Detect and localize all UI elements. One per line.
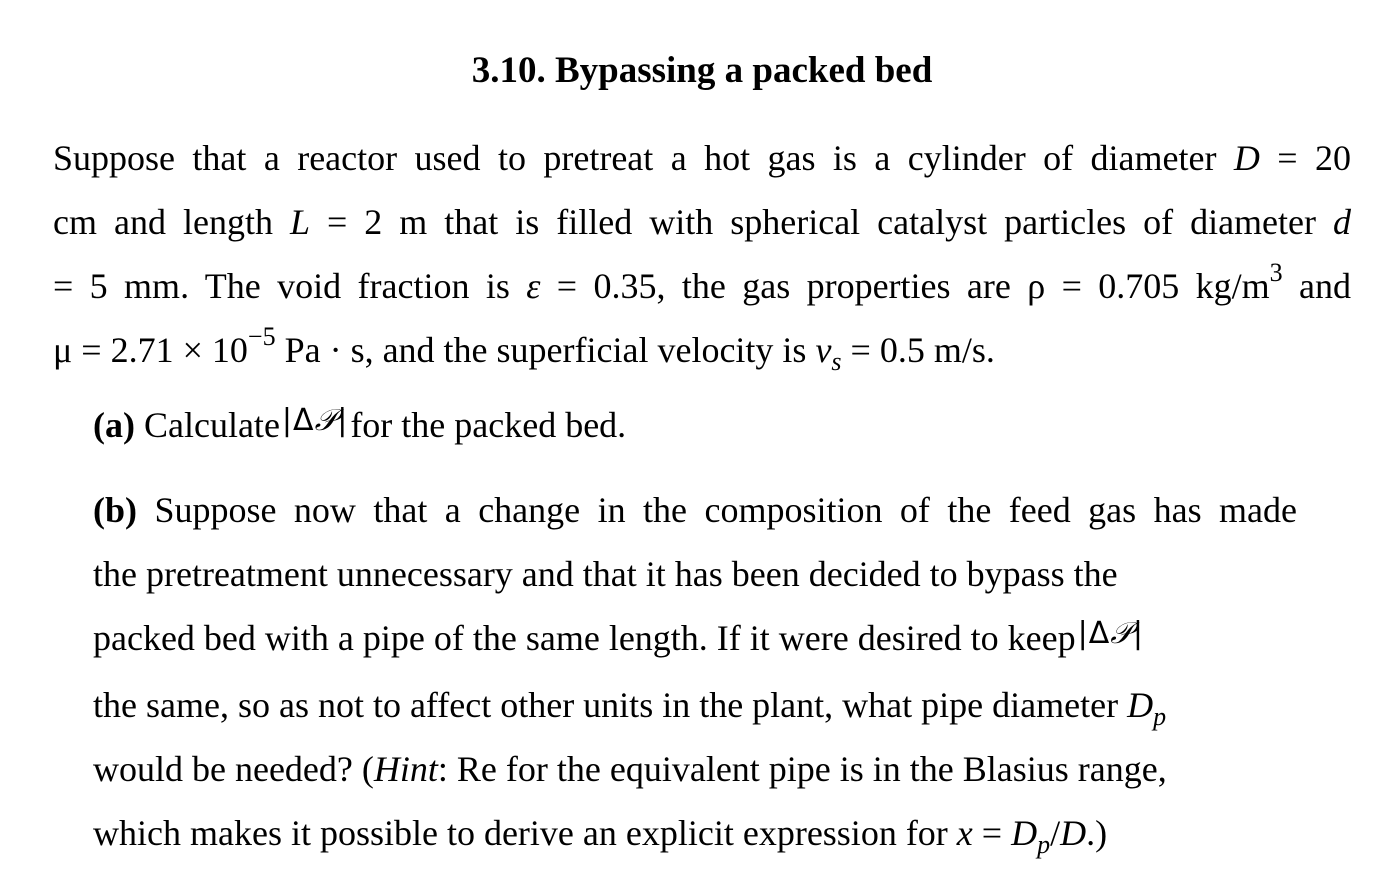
part-b bbox=[93, 478, 1297, 865]
statement-line-4: $\mu = 2.71 \times 10^{-5}$ Pa · s, and the superficial velocity is $v_s = 0.5$ m/s. bbox=[53, 322, 995, 377]
problem-title: 3.10. Bypassing a packed bed bbox=[471, 50, 933, 91]
statement-line-3: = 5 mm. The void fraction is ε = 0.35, the gas properties are ρ = 0.705 $kg/m^3$ and bbox=[53, 258, 1352, 306]
part-b-line-4: the same, so as not to affect other units in the plant, what pipe diameter $D_p$ bbox=[93, 685, 1167, 732]
statement-line-2: cm and length L = 2 m that is filled with spherical catalyst particles of diameter d bbox=[53, 202, 1351, 242]
pressure-drop-symbol: |Δ𝒫| bbox=[281, 403, 349, 438]
part-a-line: (a) Calculate|Δ𝒫|for the packed bed. bbox=[93, 393, 1313, 460]
problem-statement bbox=[53, 126, 1351, 382]
part-a-label: (a) bbox=[93, 405, 135, 445]
statement-line-1: Suppose that a reactor used to pretreat a hot gas is a cylinder of diameter D = 20 bbox=[53, 138, 1351, 178]
part-b-line-5: would be needed? (Hint: Re for the equivalent pipe is in the Blasius range, bbox=[93, 749, 1167, 789]
pressure-drop-symbol: |Δ𝒫| bbox=[1077, 616, 1145, 651]
part-a bbox=[93, 393, 1313, 460]
part-b-line-6: which makes it possible to derive an explicit expression for $x = D_p/D$.) bbox=[93, 813, 1108, 860]
part-b-label: (b) bbox=[93, 490, 137, 530]
part-b-line-2: the pretreatment unnecessary and that it has been decided to bypass the bbox=[93, 554, 1118, 594]
part-b-line-3: packed bed with a pipe of the same length. If it were desired to keep|Δ𝒫| bbox=[93, 606, 1297, 673]
part-b-line-1: (b) Suppose now that a change in the composition of the feed gas has made bbox=[93, 490, 1297, 530]
